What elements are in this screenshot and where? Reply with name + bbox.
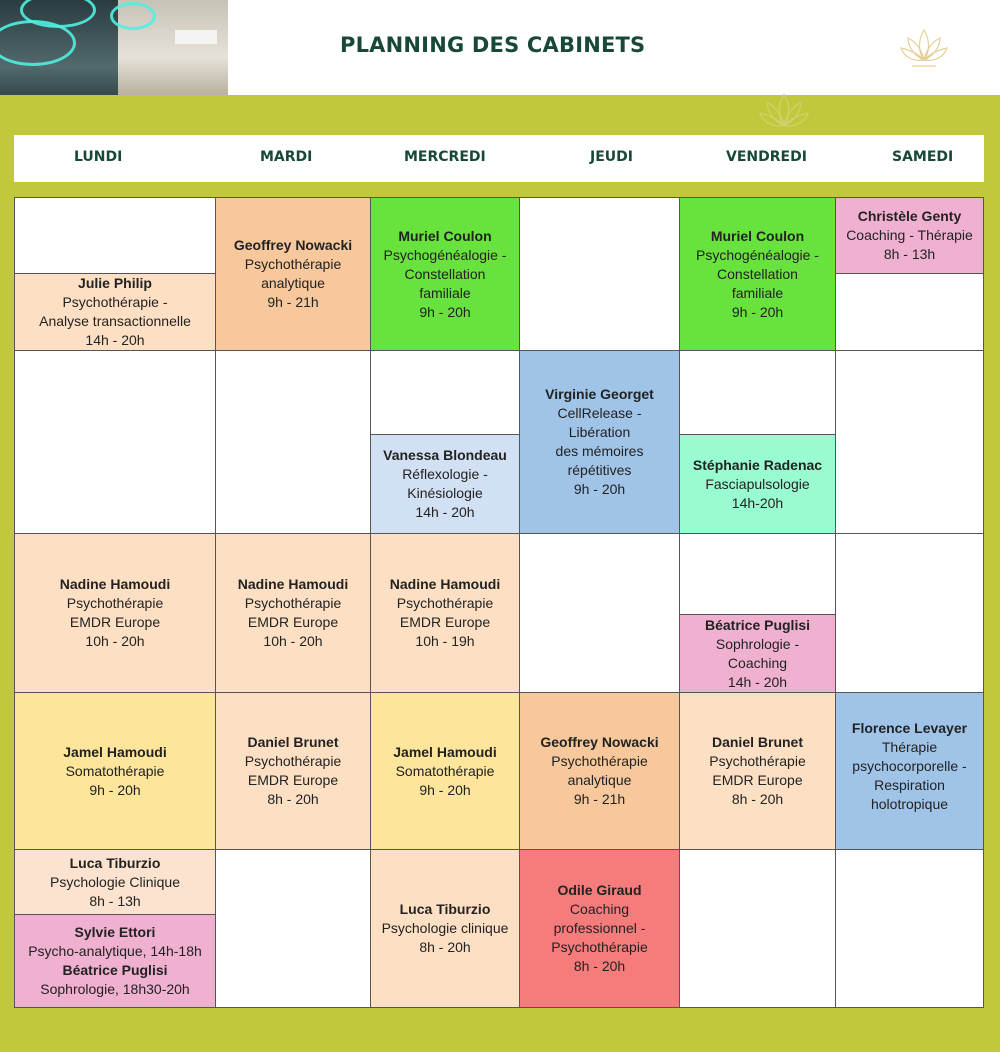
specialty-hours: Sophrologie, 18h30-20h [40,981,190,997]
hours: 9h - 20h [419,781,471,798]
practitioner-name: Julie Philip [78,275,152,291]
specialty: analytique [261,275,325,291]
day-jeudi: JEUDI [590,149,633,165]
specialty: Fasciapulsologie [705,475,810,492]
days-header [14,135,984,182]
specialty: Psychothérapie [396,595,494,611]
appointment-block [835,692,984,850]
hours: 14h - 20h [727,673,788,690]
specialty: Somatothérapie [395,762,495,779]
empty-slot [519,197,680,351]
empty-slot [835,273,984,351]
practitioner-name: Odile Giraud [557,882,642,898]
hours: 9h - 20h [89,781,141,798]
day-lundi: LUNDI [74,149,123,165]
schedule-grid [14,197,984,1008]
hours: 9h - 20h [573,481,626,497]
hours: 14h - 20h [415,504,475,520]
specialty: familiale [419,284,471,301]
empty-slot [835,350,984,534]
empty-slot [679,350,836,435]
office-photo [0,0,228,95]
practitioner-name: Geoffrey Nowacki [233,237,353,253]
specialty: Psychothérapie [551,939,648,955]
specialty: Psychogénéalogie - [696,246,819,263]
hours: 8h - 13h [89,892,141,909]
appointment-block [215,533,371,693]
practitioner-name: Daniel Brunet [247,734,339,750]
practitioner-name: Stéphanie Radenac [692,456,823,473]
specialty: EMDR Europe [399,614,491,630]
practitioner-name: Virginie Georget [545,386,654,402]
appointment-block [835,197,984,274]
appointment-block [519,692,680,850]
hours: 14h - 20h [85,332,145,348]
appointment-block [370,533,520,693]
specialty: EMDR Europe [247,772,339,788]
appointment-block [215,197,371,351]
practitioner-name: Sylvie Ettori [74,924,156,940]
appointment-block [215,692,371,850]
specialty: psychocorporelle - [852,758,967,774]
appointment-block [370,434,520,534]
specialty: Coaching [727,654,788,671]
hours: 10h - 20h [85,633,145,649]
specialty: Constellation [404,265,486,282]
specialty: Psychogénéalogie - [383,246,507,263]
hours: 8h - 13h [883,246,936,262]
hours: 9h - 21h [573,791,626,807]
appointment-block [370,197,520,351]
specialty: Psychothérapie [244,595,342,611]
practitioner-name: Béatrice Puglisi [704,616,811,633]
appointment-block [14,914,216,1008]
empty-slot [519,533,680,693]
specialty: Psychologie clinique [381,920,509,936]
practitioner-name: Nadine Hamoudi [237,576,349,592]
day-mercredi: MERCREDI [404,149,486,165]
day-vendredi: VENDREDI [726,149,807,165]
specialty: répétitives [567,462,632,478]
hours: 8h - 20h [267,791,319,807]
appointment-block [14,273,216,351]
page-title: PLANNING DES CABINETS [340,33,646,57]
practitioner-name: Nadine Hamoudi [389,576,501,592]
practitioner-name: Geoffrey Nowacki [540,734,659,750]
specialty: Psychothérapie [244,753,342,769]
practitioner-name: Nadine Hamoudi [59,576,171,592]
day-mardi: MARDI [260,149,313,165]
practitioner-name: Florence Levayer [851,720,968,736]
practitioner-name: Christèle Genty [857,208,962,224]
empty-slot [835,533,984,693]
empty-slot [14,350,216,534]
empty-slot [679,849,836,1008]
appointment-block [679,434,836,534]
practitioner-name: Muriel Coulon [398,227,492,244]
specialty: Psychologie Clinique [50,873,180,890]
practitioner-name: Jamel Hamoudi [63,743,167,760]
specialty: Analyse transactionnelle [39,313,191,329]
specialty: Psychothérapie [244,256,342,272]
practitioner-name: Daniel Brunet [711,734,803,750]
practitioner-name: Luca Tiburzio [399,901,491,917]
specialty: Libération [568,424,631,440]
specialty: EMDR Europe [69,614,161,630]
specialty: analytique [567,772,632,788]
specialty: Coaching [569,901,630,917]
empty-slot [215,849,371,1008]
empty-slot [215,350,371,534]
specialty: Psychothérapie [551,753,648,769]
specialty: Coaching - Thérapie [846,227,973,243]
specialty: Thérapie [881,739,938,755]
hours: 14h-20h [731,494,784,511]
appointment-block [14,692,216,850]
specialty: Somatothérapie [65,762,165,779]
hours: 9h - 21h [267,294,319,310]
appointment-block [679,614,836,693]
specialty: EMDR Europe [712,772,803,788]
empty-slot [835,849,984,1008]
empty-slot [370,350,520,435]
specialty: Kinésiologie [407,485,483,501]
specialty: Réflexologie - [402,466,488,482]
specialty: Constellation [717,265,798,282]
practitioner-name: Béatrice Puglisi [62,962,168,978]
hours: 8h - 20h [419,939,471,955]
practitioner-name: Vanessa Blondeau [383,447,507,463]
specialty: holotropique [870,796,949,812]
day-samedi: SAMEDI [892,149,954,165]
appointment-block [14,849,216,915]
hours: 9h - 20h [419,303,471,320]
hours: 10h - 19h [415,633,475,649]
empty-slot [14,197,216,274]
specialty: Psychothérapie [66,595,164,611]
specialty: professionnel - [553,920,646,936]
practitioner-name: Muriel Coulon [710,227,805,244]
specialty-hours: Psycho-analytique, 14h-18h [28,943,202,959]
specialty: Sophrologie - [715,635,800,652]
appointment-block [370,849,520,1008]
hours: 9h - 20h [731,303,784,320]
appointment-block [370,692,520,850]
specialty: Psychothérapie [709,753,806,769]
specialty: Respiration [874,777,945,793]
lotus-logo-icon [900,26,948,70]
practitioner-name: Luca Tiburzio [69,854,161,871]
appointment-block [14,533,216,693]
practitioner-name: Jamel Hamoudi [393,743,497,760]
appointment-block [519,849,680,1008]
header [0,0,1000,95]
appointment-block [679,197,836,351]
appointment-block [679,692,836,850]
specialty: familiale [731,284,784,301]
lotus-watermark-icon [758,90,810,136]
hours: 8h - 20h [731,791,784,807]
hours: 10h - 20h [263,633,323,649]
specialty: CellRelease - [557,405,642,421]
specialty: EMDR Europe [247,614,339,630]
specialty: des mémoires [555,443,644,459]
empty-slot [679,533,836,615]
specialty: Psychothérapie - [62,294,168,310]
hours: 8h - 20h [573,958,626,974]
appointment-block [519,350,680,534]
